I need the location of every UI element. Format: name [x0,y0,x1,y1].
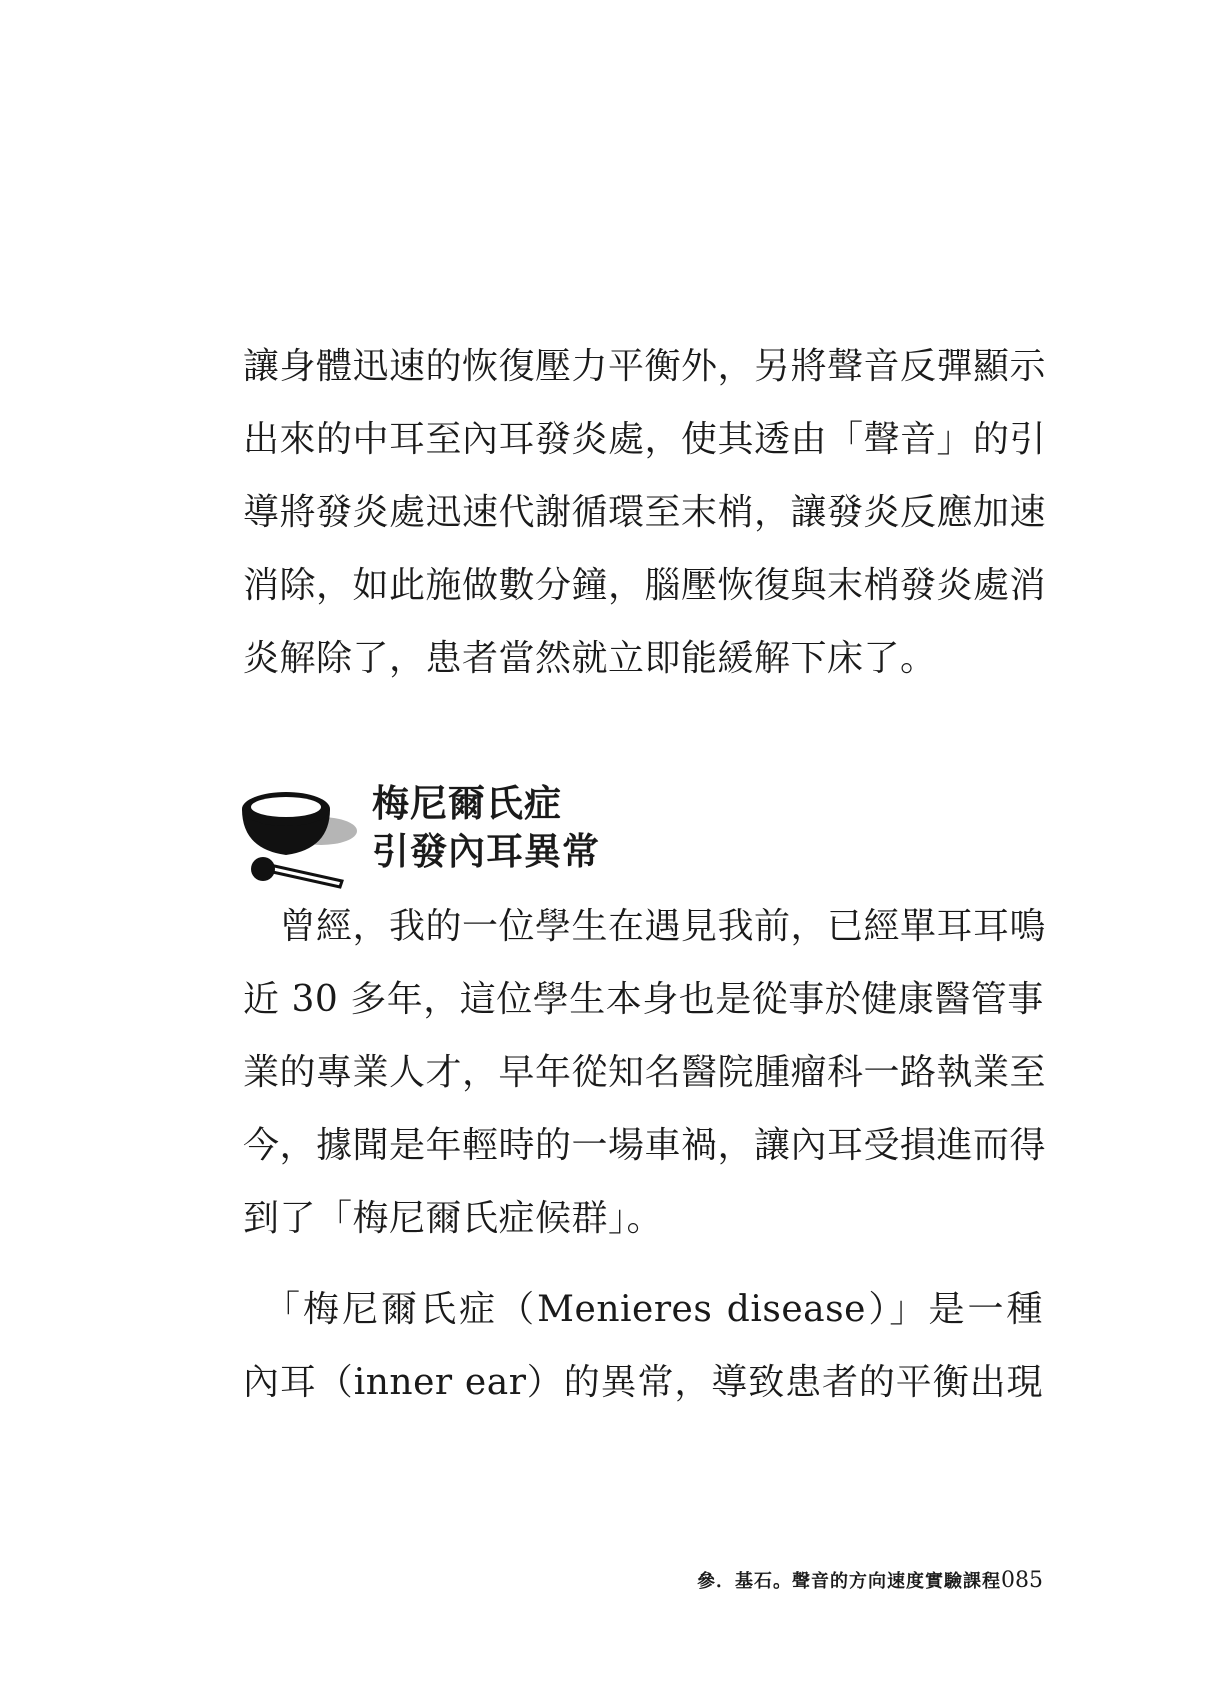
running-footer-title: 參．基石。聲音的方向速度實驗課程 [697,1571,1001,1592]
paragraph3-line-1: 「梅尼爾氏症（Menieres disease）」是一種 [243,1289,1043,1330]
paragraph2-line-2: 近 30 多年，這位學生本身也是從事於健康醫管事 [243,979,1044,1020]
paragraph2-line-3: 業的專業人才，早年從知名醫院腫瘤科一路執業至 [243,1052,1047,1093]
page-number: 085 [1001,1568,1043,1593]
paragraph2-line-5: 到了「梅尼爾氏症候群」。 [243,1198,664,1239]
paragraph1-line-1: 讓身體迅速的恢復壓力平衡外，另將聲音反彈顯示 [243,346,1047,387]
singing-bowl-icon [236,783,376,895]
paragraph1-line-5: 炎解除了，患者當然就立即能緩解下床了。 [243,638,937,679]
paragraph1-line-4: 消除，如此施做數分鐘，腦壓恢復與末梢發炎處消 [243,565,1047,606]
paragraph1-line-2: 出來的中耳至內耳發炎處，使其透由「聲音」的引 [243,419,1047,460]
paragraph1-line-3: 導將發炎處迅速代謝循環至末梢，讓發炎反應加速 [243,492,1047,533]
paragraph2-line-1: 曾經，我的一位學生在遇見我前，已經單耳耳鳴 [243,906,1047,947]
section-title-line-2: 引發內耳異常 [372,830,600,873]
page-footer [697,1568,1043,1595]
paragraph2-line-4: 今，據聞是年輕時的一場車禍，讓內耳受損進而得 [243,1125,1047,1166]
paragraph3-line-2: 內耳（inner ear）的異常，導致患者的平衡出現 [243,1362,1043,1403]
section-title-line-1: 梅尼爾氏症 [372,782,562,825]
